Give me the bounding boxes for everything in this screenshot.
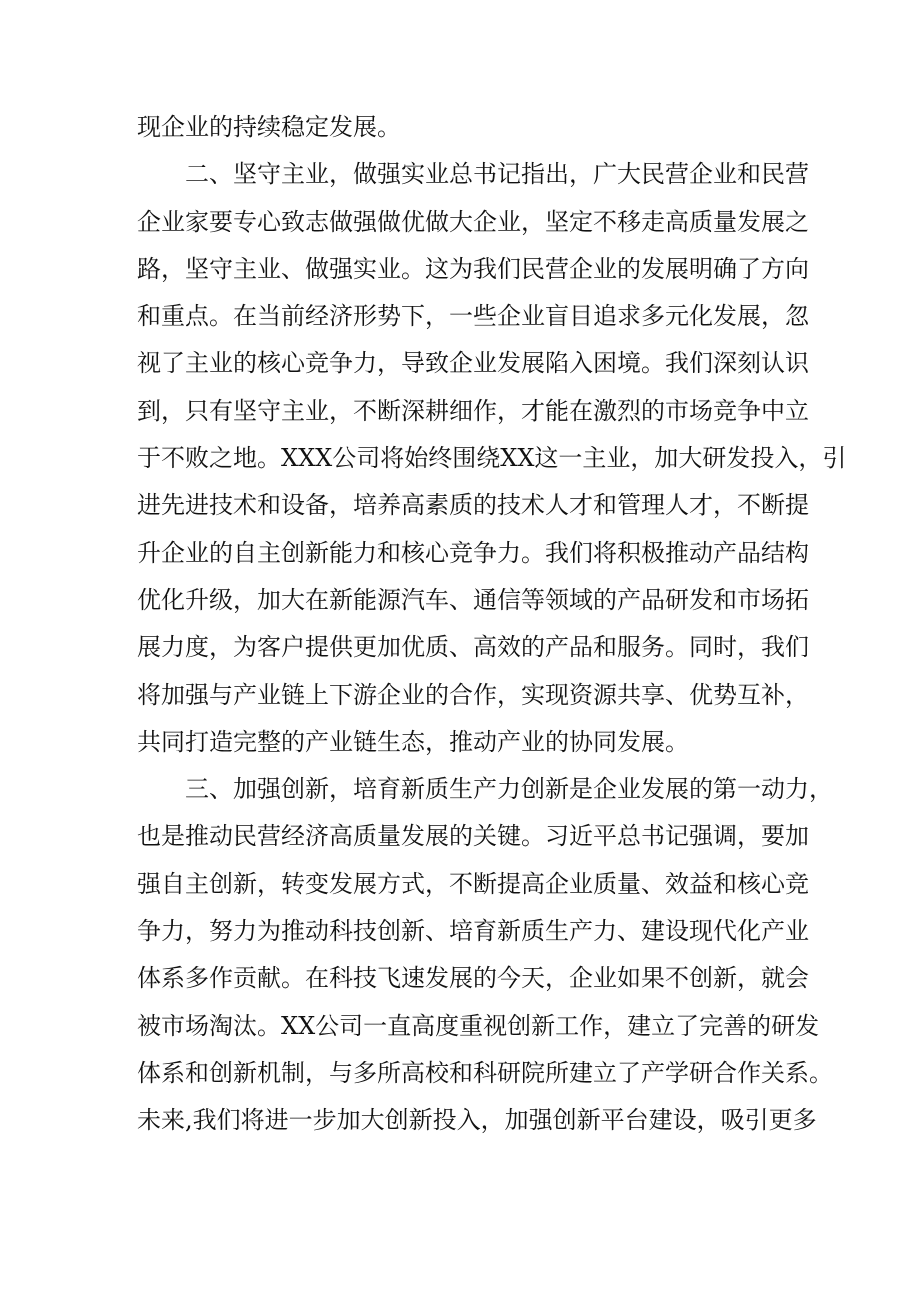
text-line: 展力度，为客户提供更加优质、高效的产品和服务。同时，我们 bbox=[137, 633, 809, 662]
text-line: 体系多作贡献。在科技飞速发展的今天，企业如果不创新，就会 bbox=[137, 964, 809, 993]
text-line: 路，坚守主业、做强实业。这为我们民营企业的发展明确了方向 bbox=[137, 254, 809, 283]
text-line: 被市场淘汰。XX公司一直高度重视创新工作，建立了完善的研发 bbox=[137, 1011, 820, 1040]
text-line: 三、加强创新，培育新质生产力创新是企业发展的第一动力， bbox=[137, 775, 833, 804]
text-line: 未来,我们将进一步加大创新投入，加强创新平台建设，吸引更多 bbox=[137, 1106, 817, 1135]
text-line: 到，只有坚守主业，不断深耕细作，才能在激烈的市场竞争中立 bbox=[137, 396, 809, 425]
text-line: 二、坚守主业，做强实业总书记指出，广大民营企业和民营 bbox=[137, 160, 809, 189]
text-line: 进先进技术和设备，培养高素质的技术人才和管理人才，不断提 bbox=[137, 491, 809, 520]
text-line: 也是推动民营经济高质量发展的关键。习近平总书记强调，要加 bbox=[137, 822, 809, 851]
text-line: 将加强与产业链上下游企业的合作，实现资源共享、优势互补， bbox=[137, 680, 809, 709]
text-line: 升企业的自主创新能力和核心竞争力。我们将积极推动产品结构 bbox=[137, 538, 809, 567]
text-line: 和重点。在当前经济形势下，一些企业盲目追求多元化发展，忽 bbox=[137, 302, 809, 331]
text-line: 现企业的持续稳定发展。 bbox=[137, 113, 401, 141]
text-line: 优化升级，加大在新能源汽车、通信等领域的产品研发和市场拓 bbox=[137, 585, 809, 614]
text-line: 强自主创新，转变发展方式，不断提高企业质量、效益和核心竞 bbox=[137, 869, 809, 898]
text-line: 共同打造完整的产业链生态，推动产业的协同发展。 bbox=[137, 727, 689, 756]
text-line: 于不败之地。XXX公司将始终围绕XX这一主业，加大研发投入，引 bbox=[137, 444, 847, 473]
text-line: 视了主业的核心竞争力，导致企业发展陷入困境。我们深刻认识 bbox=[137, 349, 809, 378]
text-line: 企业家要专心致志做强做优做大企业，坚定不移走高质量发展之 bbox=[137, 207, 809, 236]
body-text bbox=[137, 104, 847, 1145]
text-line: 体系和创新机制，与多所高校和科研院所建立了产学研合作关系。 bbox=[137, 1058, 833, 1087]
text-line: 争力，努力为推动科技创新、培育新质生产力、建设现代化产业 bbox=[137, 917, 809, 946]
